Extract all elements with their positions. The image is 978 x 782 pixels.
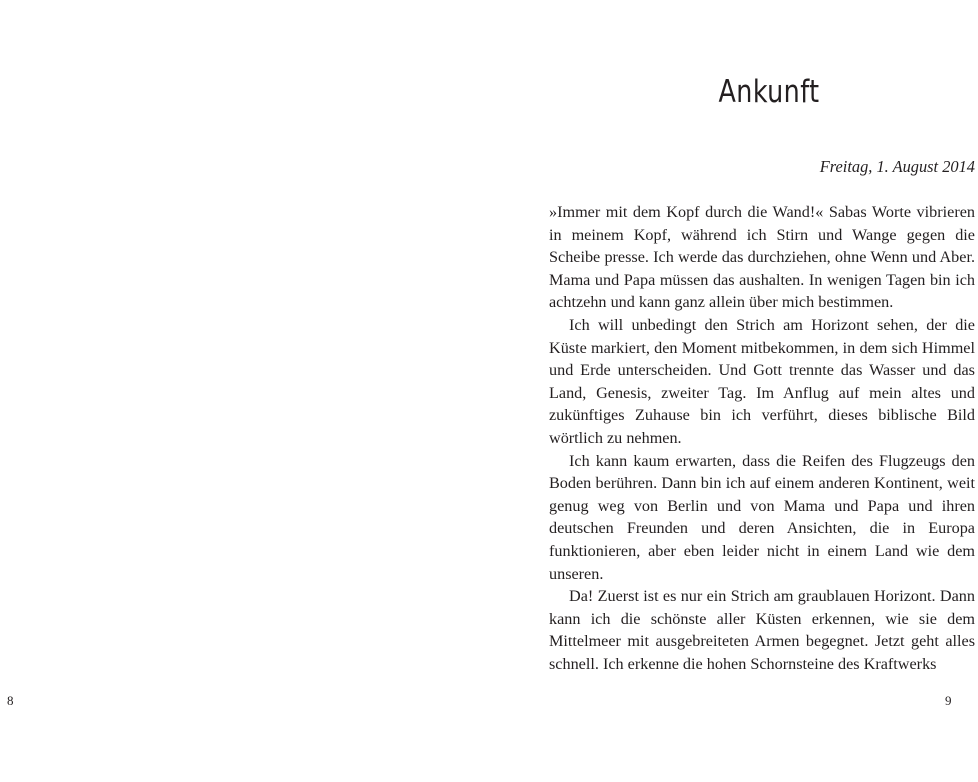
paragraph-3: Ich kann kaum erwarten, dass die Reifen des Flugzeugs den Boden berühren. Dann bin ich auf einem anderen Kontinent, weit genug weg von Berlin und von Mama und Papa und ihren deutschen Freunden und deren Ansichten, die in Europa funktionieren, aber eben leider nicht in einem Land wie dem unseren. bbox=[549, 451, 975, 583]
body-text bbox=[549, 201, 975, 675]
right-page bbox=[489, 0, 978, 782]
page-number-right: 9 bbox=[945, 693, 952, 708]
chapter-title: Ankunft bbox=[718, 74, 820, 110]
paragraph-4: Da! Zuerst ist es nur ein Strich am graublauen Horizont. Dann kann ich die schönste aller Küsten erkennen, wie sie dem Mittelmeer mit ausgebreiteten Armen begegnet. Jetzt geht alles schnell. Ich erkenne die hohen Schornsteine des Kraftwerks bbox=[549, 587, 975, 673]
paragraph-2: Ich will unbedingt den Strich am Horizont sehen, der die Küste markiert, den Moment mitbekommen, in dem sich Himmel und Erde unterscheiden. Und Gott trennte das Wasser und das Land, Genesis, zweiter Tag. Im Anflug auf mein altes und zukünftiges Zuhause bin ich verführt, dieses biblische Bild wörtlich zu nehmen. bbox=[549, 315, 975, 447]
page-number-left: 8 bbox=[7, 693, 14, 708]
paragraph-1: »Immer mit dem Kopf durch die Wand!« Sabas Worte vibrieren in meinem Kopf, während ich Stirn und Wange gegen die Scheibe presse. Ich werde das durchziehen, ohne Wenn und Aber. Mama und Papa müssen das aushalten. In wenigen Tagen bin ich achtzehn und kann ganz allein über mich bestimmen. bbox=[549, 203, 975, 312]
chapter-date: Freitag, 1. August 2014 bbox=[819, 157, 975, 176]
